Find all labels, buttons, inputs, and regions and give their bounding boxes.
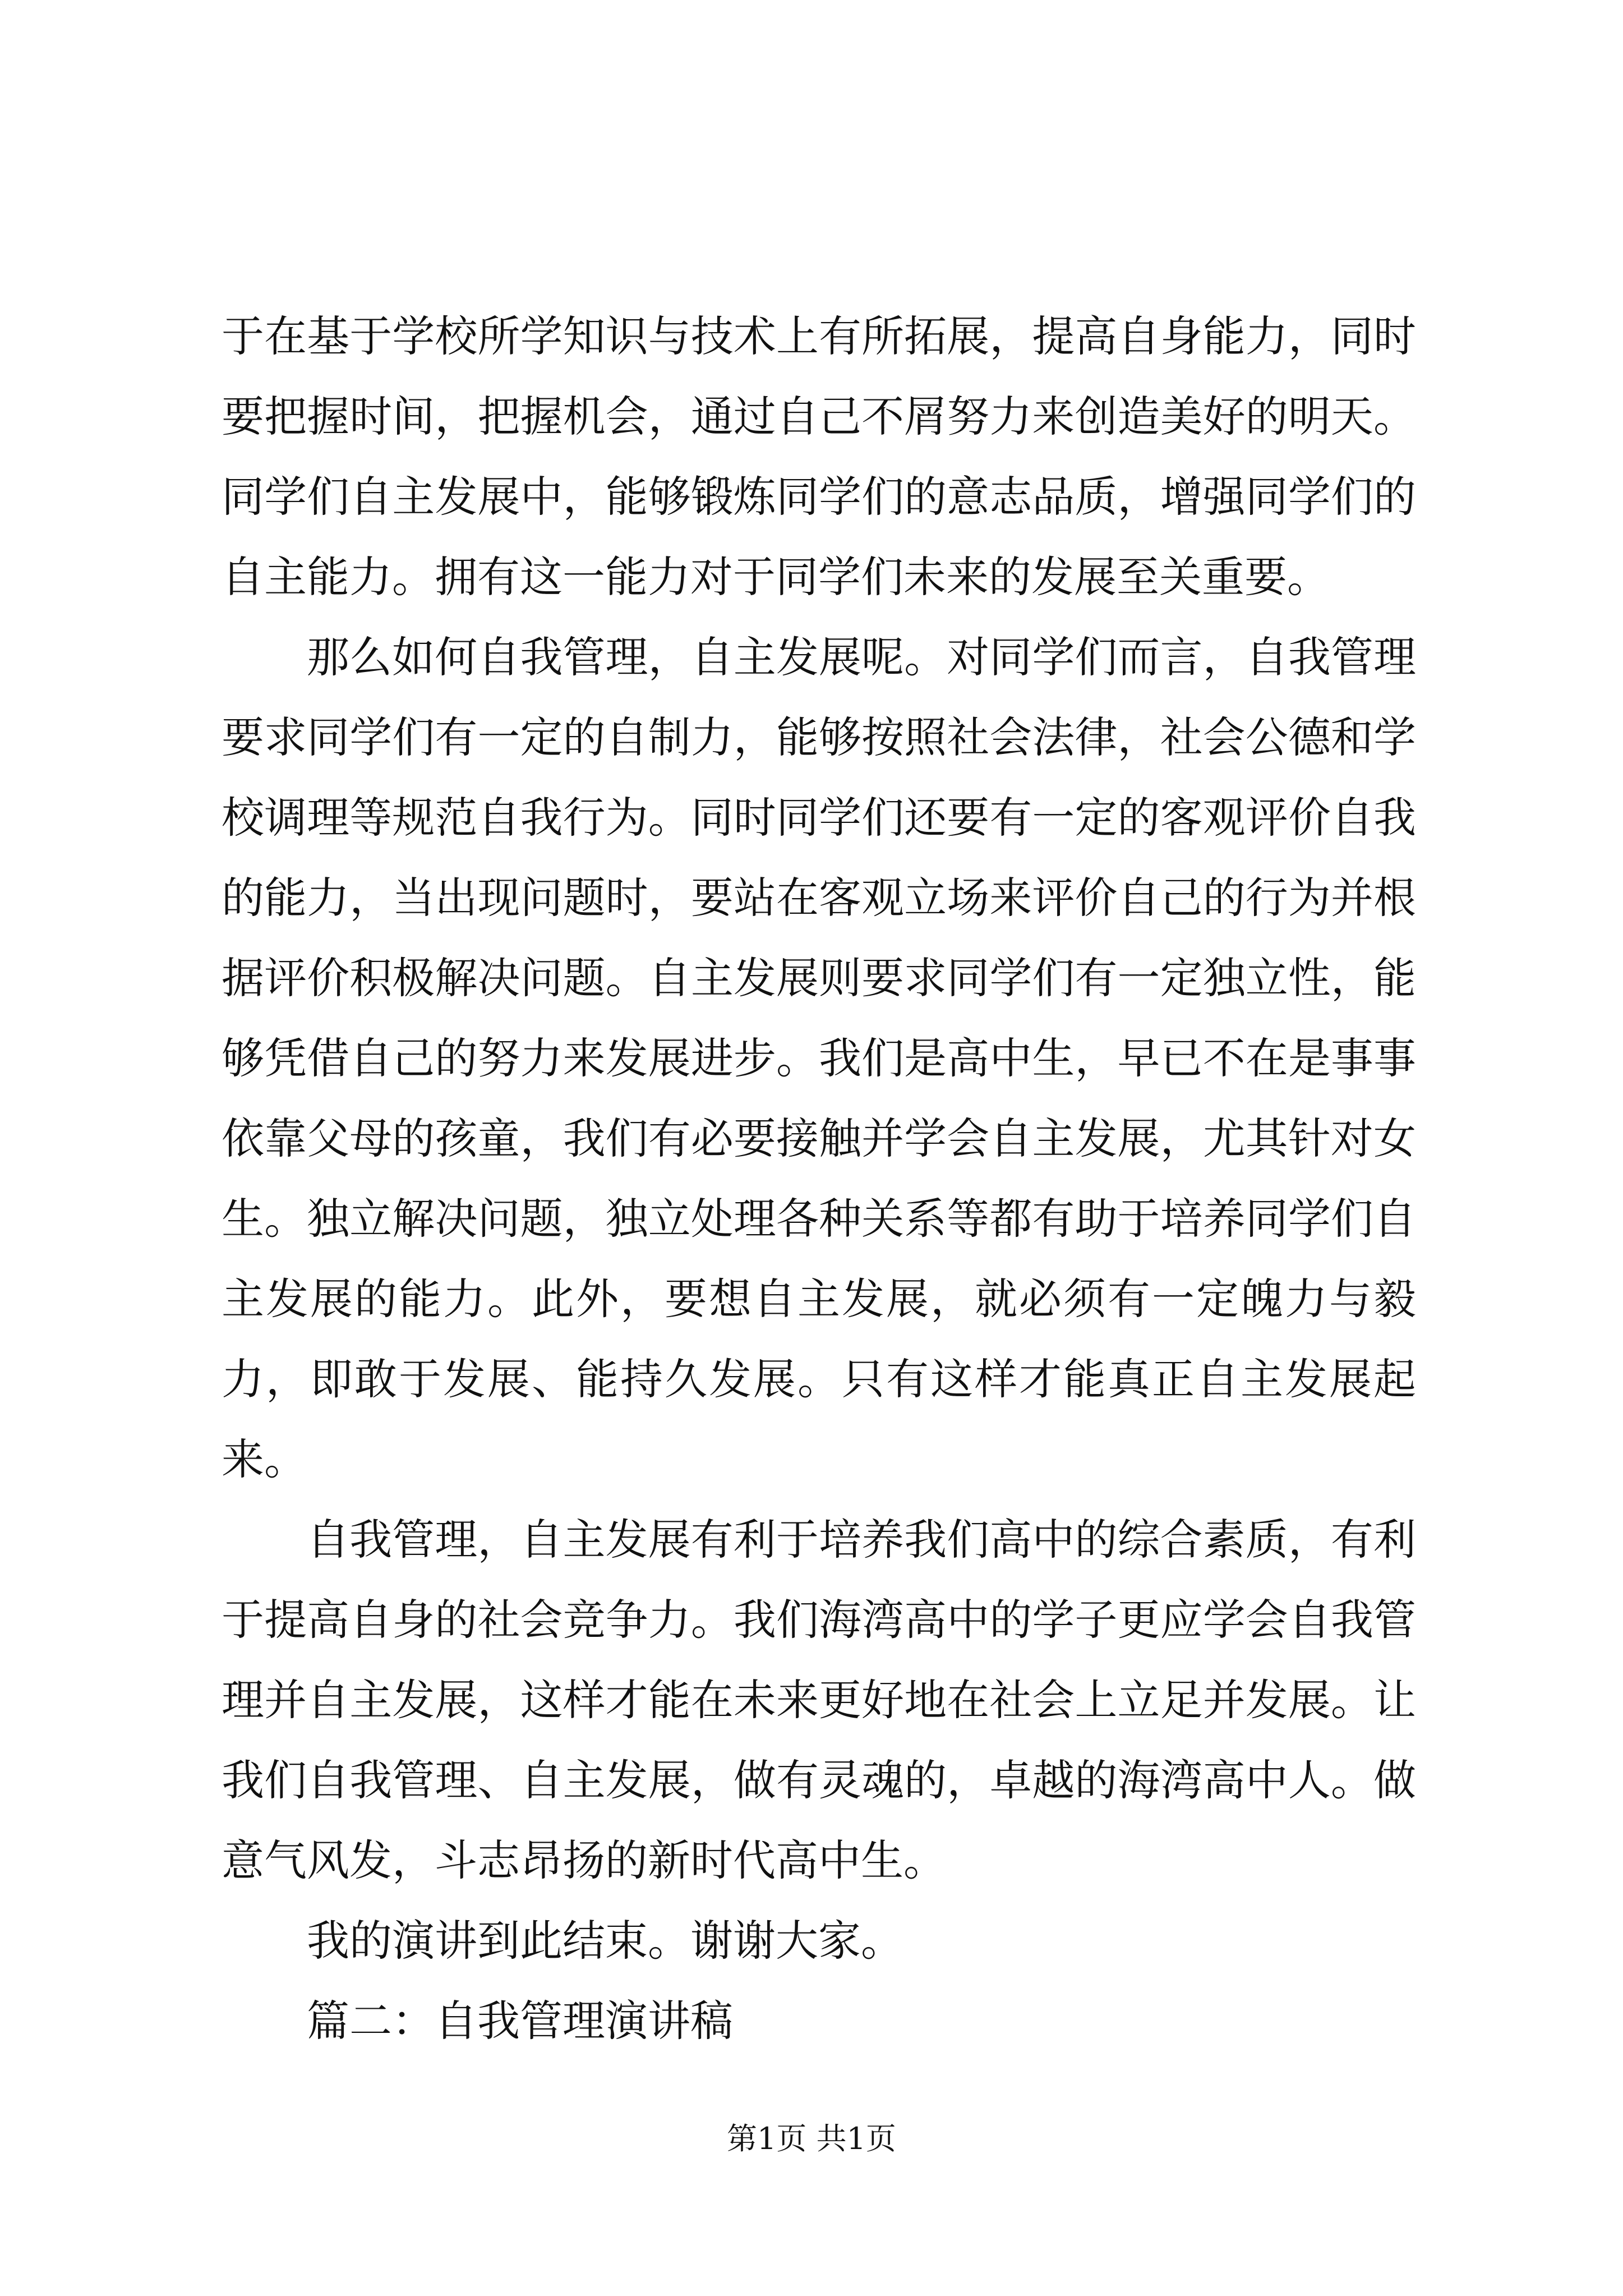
document-body [222,296,1416,2061]
paragraph-closing: 我的演讲到此结束。谢谢大家。 [307,1916,903,1966]
paragraph-benefits: 自我管理，自主发展有利于培养我们高中的综合素质，有利于提高自身的社会竞争力。我们海湾高中的学子更应学会自我管理并自主发展，这样才能在未来更好地在社会上立足并发展。让我们自我管理、自主发展，做有灵魂的，卓越的海湾高中人。做意气风发，斗志昂扬的新时代高中生。 [222,1515,1416,1885]
section-heading-part-two: 篇二：自我管理演讲稿 [307,1996,733,2046]
paragraph-continuation: 于在基于学校所学知识与技术上有所拓展，提高自身能力，同时要把握时间，把握机会，通过自己不屑努力来创造美好的明天。同学们自主发展中，能够锻炼同学们的意志品质，增强同学们的自主能力。拥有这一能力对于同学们未来的发展至关重要。 [222,311,1416,602]
paragraph-how-to-self-manage: 那么如何自我管理，自主发展呢。对同学们而言，自我管理要求同学们有一定的自制力，能够按照社会法律，社会公德和学校调理等规范自我行为。同时同学们还要有一定的客观评价自我的能力，当出现问题时，要站在客观立场来评价自己的行为并根据评价积极解决问题。自主发展则要求同学们有一定独立性，能够凭借自己的努力来发展进步。我们是高中生，早已不在是事事依靠父母的孩童，我们有必要接触并学会自主发展，尤其针对女生。独立解决问题，独立处理各种关系等都有助于培养同学们自主发展的能力。此外，要想自主发展，就必须有一定魄力与毅力，即敢于发展、能持久发展。只有这样才能真正自主发展起来。 [222,632,1416,1484]
page-footer: 第1页 共1页 [727,2121,896,2156]
